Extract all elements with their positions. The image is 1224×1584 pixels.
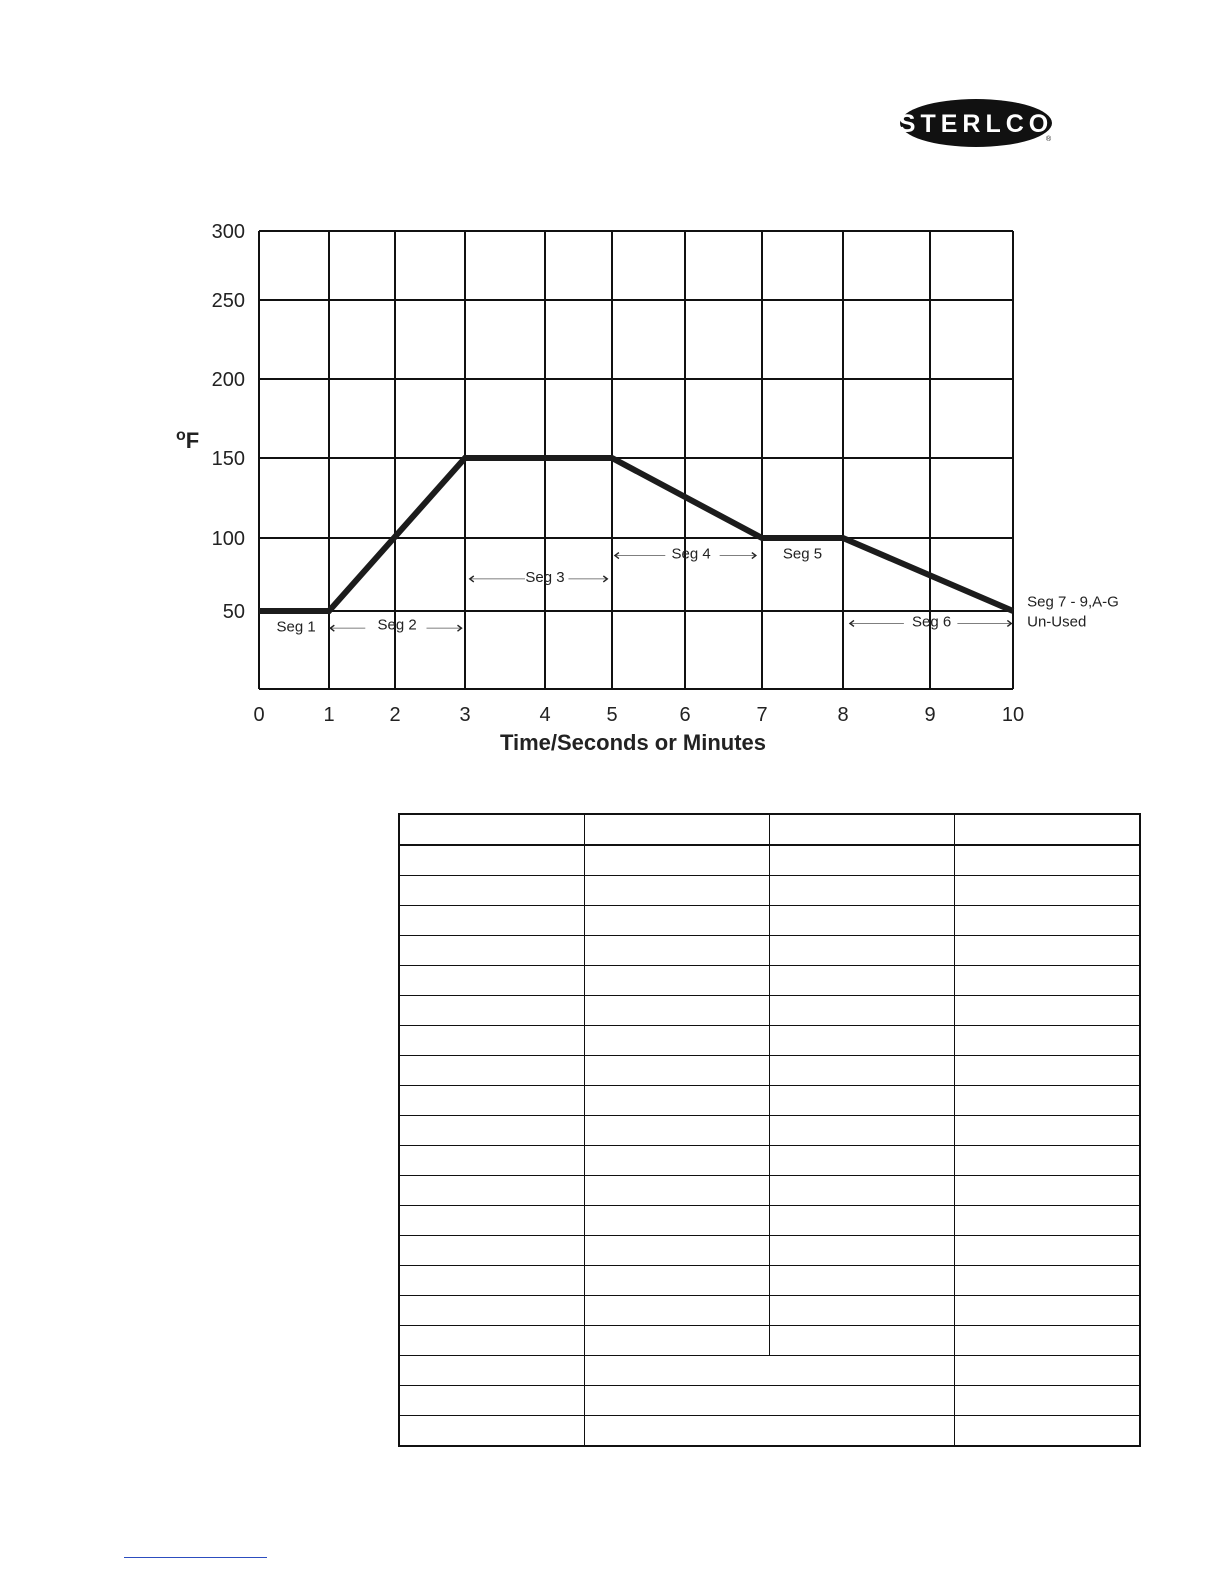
chart-tick-labels	[212, 221, 1025, 726]
table-cell	[955, 1326, 1140, 1356]
table-cell	[584, 1326, 769, 1356]
table-row	[399, 1026, 1140, 1056]
table-cell	[584, 1026, 769, 1056]
table-cell	[955, 1386, 1140, 1416]
table-cell	[955, 906, 1140, 936]
table-cell	[770, 936, 955, 966]
table-cell	[399, 966, 584, 996]
table-cell	[584, 906, 769, 936]
table-cell	[770, 1206, 955, 1236]
table-cell	[584, 1176, 769, 1206]
y-axis-degree: o	[176, 427, 186, 444]
segment-label: Seg 4	[671, 545, 711, 563]
table-cell	[955, 1026, 1140, 1056]
table-cell	[399, 906, 584, 936]
table-cell	[955, 1416, 1140, 1447]
table-cell	[770, 845, 955, 876]
table-row	[399, 1056, 1140, 1086]
table-cell	[584, 1236, 769, 1266]
x-tick-label: 0	[253, 704, 265, 726]
y-tick-label: 200	[211, 369, 245, 391]
x-tick-label: 7	[756, 704, 768, 726]
table-row	[399, 1386, 1140, 1416]
table-cell	[955, 1206, 1140, 1236]
segment-label: Seg 7 - 9,A-G	[1027, 593, 1119, 611]
table-row	[399, 1416, 1140, 1447]
table-row	[399, 876, 1140, 906]
y-tick-label: 150	[211, 448, 245, 470]
table-cell	[770, 1176, 955, 1206]
segment-label: Seg 1	[276, 618, 316, 636]
y-tick-label: 100	[211, 528, 245, 550]
table-cell	[399, 1326, 584, 1356]
table-cell	[399, 1386, 584, 1416]
table-cell	[584, 1206, 769, 1236]
table-row	[399, 966, 1140, 996]
table-cell	[584, 936, 769, 966]
table-cell	[770, 966, 955, 996]
table-row	[399, 1086, 1140, 1116]
table-cell-merged	[584, 1356, 955, 1386]
table-cell	[770, 1296, 955, 1326]
table-row	[399, 845, 1140, 876]
table-cell	[770, 1326, 955, 1356]
x-tick-label: 3	[459, 704, 471, 726]
table-cell	[399, 1206, 584, 1236]
table-cell	[955, 1356, 1140, 1386]
table-row	[399, 936, 1140, 966]
table-cell	[399, 876, 584, 906]
table-cell	[955, 1236, 1140, 1266]
program-data-table	[398, 813, 1141, 1447]
logo-registered-mark: ®	[1046, 136, 1052, 143]
table-cell	[399, 1056, 584, 1086]
table-cell	[955, 1116, 1140, 1146]
table-cell	[399, 845, 584, 876]
y-tick-label: 300	[211, 221, 245, 243]
x-tick-label: 8	[837, 704, 849, 726]
table-cell	[584, 1266, 769, 1296]
table-row	[399, 814, 1140, 845]
chart-series	[259, 458, 1013, 611]
chart-grid	[259, 231, 1013, 689]
table-cell	[955, 1086, 1140, 1116]
segment-label: Seg 3	[525, 568, 565, 586]
table-row	[399, 1266, 1140, 1296]
table-cell	[770, 1146, 955, 1176]
table-row	[399, 1296, 1140, 1326]
x-axis-label: Time/Seconds or Minutes	[499, 730, 767, 755]
table-cell	[770, 906, 955, 936]
table-row	[399, 1176, 1140, 1206]
table-cell	[584, 845, 769, 876]
table-cell	[955, 1146, 1140, 1176]
table-cell	[955, 1176, 1140, 1206]
table-cell	[399, 996, 584, 1026]
table-cell	[770, 1266, 955, 1296]
table-cell	[955, 814, 1140, 845]
table-cell	[955, 966, 1140, 996]
table-row	[399, 1206, 1140, 1236]
table-cell	[399, 1086, 584, 1116]
series-line	[259, 458, 1013, 611]
table-cell	[955, 1266, 1140, 1296]
footer-link-underline[interactable]	[124, 1557, 267, 1558]
table-cell	[955, 1056, 1140, 1086]
table-cell	[399, 1026, 584, 1056]
y-tick-label: 250	[211, 290, 245, 312]
table-cell	[770, 1116, 955, 1146]
table-cell	[770, 1086, 955, 1116]
y-tick-label: 50	[222, 601, 245, 623]
table-cell	[399, 936, 584, 966]
table-row	[399, 1356, 1140, 1386]
table-cell	[584, 1086, 769, 1116]
x-tick-label: 9	[924, 704, 936, 726]
y-axis-unit: F	[185, 428, 200, 453]
table-cell	[955, 845, 1140, 876]
table-cell	[584, 1116, 769, 1146]
table-cell	[584, 876, 769, 906]
x-tick-label: 6	[679, 704, 691, 726]
table-cell	[770, 1056, 955, 1086]
table-cell	[399, 814, 584, 845]
table-row	[399, 1326, 1140, 1356]
table-cell-merged	[584, 1416, 955, 1447]
segment-label: Seg 5	[782, 545, 823, 563]
table-cell	[770, 876, 955, 906]
table-cell	[399, 1266, 584, 1296]
table-cell	[584, 966, 769, 996]
chart-annotations	[276, 545, 1118, 635]
table-cell	[770, 1236, 955, 1266]
segment-label: Seg 6	[912, 613, 952, 631]
table-cell	[584, 996, 769, 1026]
table-cell	[399, 1116, 584, 1146]
x-tick-label: 2	[389, 704, 401, 726]
table-cell	[399, 1146, 584, 1176]
segment-label: Seg 2	[377, 616, 417, 634]
x-tick-label: 5	[606, 704, 618, 726]
y-axis-label	[176, 427, 199, 453]
x-tick-label: 10	[1001, 704, 1025, 726]
logo-text: STERLCO	[898, 110, 1054, 138]
table-cell	[770, 1026, 955, 1056]
segment-label: Un-Used	[1027, 613, 1087, 631]
table-cell	[770, 814, 955, 845]
table-cell	[584, 1056, 769, 1086]
table-cell	[770, 996, 955, 1026]
x-tick-label: 1	[323, 704, 335, 726]
table-cell-merged	[584, 1386, 955, 1416]
table-row	[399, 906, 1140, 936]
table-row	[399, 996, 1140, 1026]
x-tick-label: 4	[539, 704, 551, 726]
table-row	[399, 1116, 1140, 1146]
table-cell	[399, 1236, 584, 1266]
table-cell	[584, 1146, 769, 1176]
table-cell	[399, 1296, 584, 1326]
table-cell	[955, 936, 1140, 966]
table-cell	[955, 1296, 1140, 1326]
table-cell	[399, 1176, 584, 1206]
table-row	[399, 1236, 1140, 1266]
table-cell	[584, 1296, 769, 1326]
temperature-profile-chart	[0, 0, 1224, 780]
table-cell	[955, 876, 1140, 906]
table-row	[399, 1146, 1140, 1176]
table-cell	[584, 814, 769, 845]
table-cell	[399, 1356, 584, 1386]
table-cell	[955, 996, 1140, 1026]
table-cell	[399, 1416, 584, 1447]
